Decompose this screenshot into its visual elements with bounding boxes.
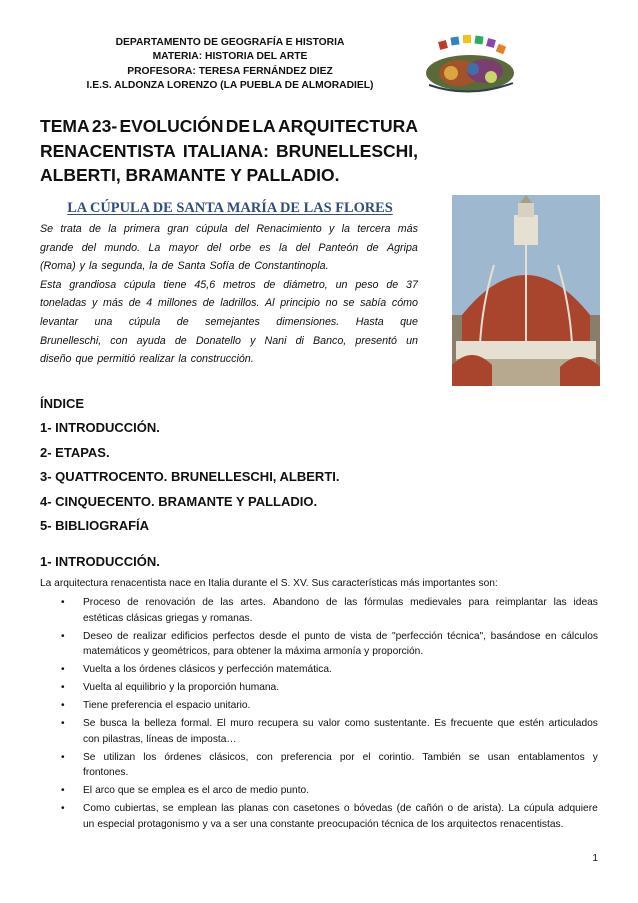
- index-section: [40, 392, 339, 538]
- intro-word: más: [102, 297, 124, 310]
- list-item-line: Deseo de realizar edificios perfectos desde el punto de vista de "perfección técnica", basándose en cálculos: [83, 630, 598, 642]
- header-line-subject: MATERIA: HISTORIA DEL ARTE: [152, 51, 308, 63]
- intro-word: de: [89, 223, 101, 235]
- list-item-line: estéticas clásicas griegas y romanas.: [83, 612, 253, 624]
- list-item: [40, 698, 598, 714]
- intro-word: una: [94, 315, 113, 328]
- list-item-line: Se utilizan los órdenes clásicos, con preferencia por el corintio. También se usan entablamentos y: [83, 751, 598, 763]
- title-word: ARQUITECTURA: [277, 116, 418, 136]
- list-item-line: Vuelta al equilibrio y la proporción humana.: [83, 682, 280, 693]
- title-word: RENACENTISTA: [40, 140, 176, 161]
- intro-word: la: [88, 260, 98, 273]
- intro-word: gran: [167, 223, 189, 235]
- intro-word: de: [128, 297, 141, 310]
- intro-word: un: [406, 334, 418, 347]
- intro-word: Nani: [264, 334, 287, 347]
- header-line-teacher: PROFESORA: TERESA FERNÁNDEZ DIEZ: [127, 65, 333, 77]
- intro-word: un: [335, 278, 348, 291]
- intro-word: y: [79, 260, 85, 273]
- intro-word: la: [341, 223, 350, 235]
- intro-word: Constantinopla.: [254, 260, 329, 273]
- list-item: [40, 750, 598, 781]
- intro-word: de: [238, 260, 251, 273]
- intro-line: [40, 332, 418, 351]
- intro-word: 37: [406, 278, 418, 291]
- list-item: [40, 595, 598, 626]
- intro-word: de: [386, 278, 399, 291]
- list-item-line: con pilastras, líneas de imposta…: [83, 733, 237, 745]
- title-word: DE: [225, 116, 251, 136]
- intro-word: y: [91, 297, 98, 310]
- intro-word: toneladas: [40, 297, 87, 310]
- intro-word: La: [148, 241, 161, 254]
- intro-word: tercera: [357, 223, 391, 235]
- intro-word: peso: [355, 278, 379, 291]
- intro-line: [40, 294, 418, 313]
- intro-word: mundo.: [104, 241, 141, 254]
- section-1-intro: La arquitectura renacentista nace en Italia durante el S. XV. Sus características más importantes son:: [40, 578, 498, 589]
- intro-word: construcción.: [190, 353, 254, 366]
- list-item: [40, 783, 598, 799]
- intro-word: sabía: [360, 297, 387, 310]
- list-item: [40, 716, 598, 747]
- title-line-2: [40, 139, 418, 164]
- dome-description: [40, 220, 418, 369]
- title-word: TEMA: [40, 116, 90, 136]
- intro-word: Donatello: [195, 334, 241, 347]
- list-item: [40, 662, 598, 678]
- list-item-line: frontones.: [83, 767, 129, 778]
- list-item-line: Proceso de renovación de las artes. Abandono de las fórmulas medievales para reimplantar las ideas: [83, 597, 598, 608]
- intro-word: Se: [40, 223, 54, 235]
- intro-word: con: [110, 334, 128, 347]
- title-word: ITALIANA:: [182, 140, 270, 161]
- intro-word: segunda,: [101, 260, 146, 273]
- intro-line: [40, 276, 418, 295]
- index-item: 5- BIBLIOGRAFÍA: [40, 518, 150, 534]
- characteristics-list: [40, 595, 598, 835]
- intro-word: de: [263, 278, 276, 291]
- intro-word: grandiosa: [69, 278, 117, 291]
- intro-word: de: [161, 260, 174, 273]
- intro-word: cúpula: [196, 223, 228, 235]
- intro-word: grande: [40, 241, 74, 254]
- intro-word: Agripa: [386, 241, 418, 254]
- intro-word: Panteón: [318, 241, 359, 254]
- florence-cathedral-photo: [452, 195, 600, 386]
- header-line-school: I.E.S. ALDONZA LORENZO (LA PUEBLA DE ALMORADIEL): [86, 80, 374, 92]
- dome-subtitle: LA CÚPULA DE SANTA MARÍA DE LAS FLORES: [67, 200, 393, 216]
- index-item: 4- CINQUECENTO. BRAMANTE Y PALLADIO.: [40, 493, 318, 509]
- department-header: [40, 36, 420, 94]
- intro-word: es: [259, 241, 271, 254]
- bullet-icon: •: [61, 785, 65, 796]
- header-line-department: DEPARTAMENTO DE GEOGRAFÍA E HISTORIA: [115, 37, 345, 48]
- intro-word: de: [174, 334, 187, 347]
- title-word: 23-: [91, 116, 118, 136]
- index-item: 2- ETAPAS.: [40, 444, 110, 460]
- intro-word: levantar: [40, 315, 79, 328]
- intro-word: Santa: [177, 260, 206, 273]
- intro-line: [40, 313, 418, 332]
- intro-word: ayuda: [136, 334, 166, 347]
- lesson-title: [40, 114, 418, 188]
- intro-word: cómo: [391, 297, 418, 310]
- intro-word: la: [108, 223, 117, 235]
- intro-word: del: [81, 241, 96, 254]
- intro-line: [40, 239, 418, 258]
- list-item: [40, 801, 598, 832]
- intro-line: [40, 257, 418, 276]
- intro-word: primera: [123, 223, 161, 235]
- list-item: [40, 629, 598, 660]
- title-word: EVOLUCIÓN: [119, 116, 224, 136]
- intro-word: cúpula: [128, 315, 161, 328]
- intro-word: 45,6: [194, 278, 216, 291]
- intro-word: mayor: [168, 241, 199, 254]
- list-item: [40, 680, 598, 696]
- intro-word: trata: [60, 223, 82, 235]
- title-line-3: ALBERTI, BRAMANTE Y PALLADIO.: [40, 165, 340, 185]
- bullet-icon: •: [61, 751, 65, 763]
- intro-word: de: [176, 315, 189, 328]
- list-item-line: un especial protagonismo y va a ser una constante preocupación técnica de los arquitectos renacentistas.: [83, 818, 564, 830]
- intro-word: la: [279, 241, 288, 254]
- list-item-line: matemáticos y geométricos, para obtener la máxima armonía y proporción.: [83, 646, 424, 657]
- title-line-1: [40, 114, 418, 139]
- intro-word: y: [250, 334, 256, 347]
- intro-word: no: [325, 297, 338, 310]
- intro-word: del: [206, 241, 222, 254]
- bullet-icon: •: [61, 597, 65, 608]
- intro-word: de: [202, 297, 215, 310]
- bullet-icon: •: [61, 630, 65, 642]
- intro-word: se: [343, 297, 355, 310]
- intro-word: millones: [157, 297, 198, 310]
- index-item: 3- QUATTROCENTO. BRUNELLESCHI, ALBERTI.: [40, 469, 340, 485]
- intro-line: [40, 220, 418, 239]
- intro-word: realizar: [139, 353, 175, 366]
- bullet-icon: •: [61, 664, 65, 675]
- intro-word: semejantes: [205, 315, 260, 328]
- intro-word: la: [149, 260, 158, 273]
- intro-word: la: [178, 353, 187, 366]
- intro-word: Esta: [40, 278, 62, 291]
- intro-word: ladrillos.: [220, 297, 260, 310]
- intro-word: (Roma): [40, 260, 76, 273]
- intro-word: di: [295, 334, 304, 347]
- intro-word: diseño: [40, 353, 72, 366]
- title-word: LA: [252, 116, 276, 136]
- section-1-title: 1- INTRODUCCIÓN.: [40, 554, 160, 569]
- intro-word: y: [328, 223, 335, 235]
- intro-word: permitió: [97, 353, 136, 366]
- index-heading: ÍNDICE: [40, 396, 85, 411]
- intro-word: del: [295, 241, 311, 254]
- list-item-line: Se busca la belleza formal. El muro recupera su valor como sustentante. Es frecuente que estén articulados: [83, 718, 598, 729]
- intro-word: presentó: [355, 334, 397, 347]
- intro-word: Hasta: [355, 315, 384, 328]
- intro-word: 4: [146, 297, 153, 310]
- list-item-line: Como cubiertas, se emplean las planas con casetones o bóvedas (de cañón o de arista). La cúpula adquiere: [83, 803, 598, 814]
- intro-word: que: [75, 353, 94, 366]
- intro-word: diámetro,: [283, 278, 328, 291]
- intro-word: Renacimiento: [256, 223, 322, 235]
- intro-line: [40, 350, 418, 369]
- intro-word: cúpula: [124, 278, 156, 291]
- intro-word: que: [400, 315, 418, 328]
- intro-word: de: [366, 241, 379, 254]
- intro-word: Brunelleschi,: [40, 334, 102, 347]
- page-number: 1: [592, 853, 598, 864]
- intro-word: principio: [280, 297, 320, 310]
- list-item-line: El arco que se emplea es el arco de medio punto.: [83, 785, 310, 796]
- intro-word: del: [234, 223, 250, 235]
- index-item: 1- INTRODUCCIÓN.: [40, 420, 160, 436]
- intro-word: metros: [222, 278, 256, 291]
- list-item-line: Vuelta a los órdenes clásicos y perfección matemática.: [83, 664, 332, 675]
- intro-word: orbe: [229, 241, 251, 254]
- bullet-icon: •: [61, 700, 65, 711]
- list-item-line: Tiene preferencia el espacio unitario.: [83, 700, 251, 711]
- intro-word: Banco,: [313, 334, 347, 347]
- intro-word: dimensiones.: [276, 315, 340, 328]
- intro-word: más: [397, 223, 418, 235]
- bullet-icon: •: [61, 682, 65, 693]
- school-logo-image: [421, 33, 519, 97]
- bullet-icon: •: [61, 803, 65, 814]
- intro-word: tiene: [163, 278, 187, 291]
- intro-word: Al: [265, 297, 275, 310]
- title-word: BRUNELLESCHI,: [276, 140, 418, 161]
- intro-word: Sofía: [209, 260, 235, 273]
- bullet-icon: •: [61, 718, 65, 729]
